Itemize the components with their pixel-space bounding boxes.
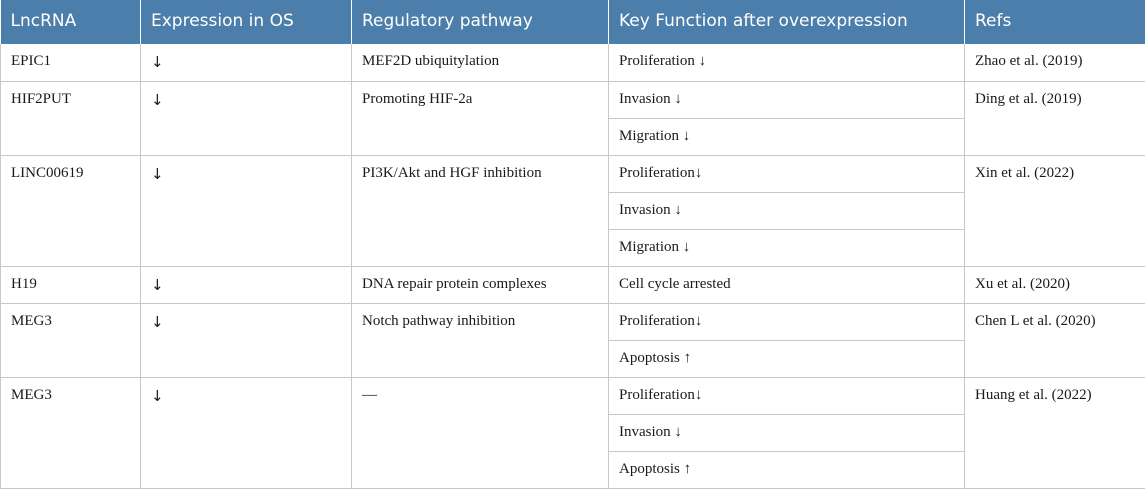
pathway-cell: PI3K/Akt and HGF inhibition xyxy=(352,155,609,266)
header-function: Key Function after overexpression xyxy=(609,0,965,44)
lncrna-cell: MEG3 xyxy=(1,377,141,488)
table-header xyxy=(1,0,1145,44)
function-cell: Proliferation↓ xyxy=(609,155,965,192)
function-cell: Migration ↓ xyxy=(609,118,965,155)
function-cell: Invasion ↓ xyxy=(609,192,965,229)
function-cell: Proliferation↓ xyxy=(609,377,965,414)
expression-cell: ↓ xyxy=(141,81,352,155)
function-cell: Invasion ↓ xyxy=(609,414,965,451)
table-row xyxy=(1,155,1145,192)
refs-cell: Xin et al. (2022) xyxy=(965,155,1145,266)
table-row xyxy=(1,266,1145,303)
header-pathway: Regulatory pathway xyxy=(352,0,609,44)
function-cell: Apoptosis ↑ xyxy=(609,340,965,377)
pathway-cell: — xyxy=(352,377,609,488)
lncrna-cell: LINC00619 xyxy=(1,155,141,266)
header-row xyxy=(1,0,1145,44)
function-cell: Proliferation↓ xyxy=(609,303,965,340)
lncrna-cell: HIF2PUT xyxy=(1,81,141,155)
refs-cell: Xu et al. (2020) xyxy=(965,266,1145,303)
table-row xyxy=(1,303,1145,340)
table-row xyxy=(1,44,1145,81)
header-lncrna: LncRNA xyxy=(1,0,141,44)
pathway-cell: Promoting HIF-2a xyxy=(352,81,609,155)
table-body xyxy=(1,44,1145,488)
refs-cell: Zhao et al. (2019) xyxy=(965,44,1145,81)
lncrna-cell: MEG3 xyxy=(1,303,141,377)
table-row xyxy=(1,377,1145,414)
lncrna-cell: H19 xyxy=(1,266,141,303)
pathway-cell: Notch pathway inhibition xyxy=(352,303,609,377)
lncrna-cell: EPIC1 xyxy=(1,44,141,81)
expression-cell: ↓ xyxy=(141,155,352,266)
function-cell: Invasion ↓ xyxy=(609,81,965,118)
pathway-cell: MEF2D ubiquitylation xyxy=(352,44,609,81)
function-cell: Cell cycle arrested xyxy=(609,266,965,303)
refs-cell: Chen L et al. (2020) xyxy=(965,303,1145,377)
expression-cell: ↓ xyxy=(141,303,352,377)
header-refs: Refs xyxy=(965,0,1145,44)
function-cell: Migration ↓ xyxy=(609,229,965,266)
refs-cell: Huang et al. (2022) xyxy=(965,377,1145,488)
function-cell: Apoptosis ↑ xyxy=(609,451,965,488)
header-expression: Expression in OS xyxy=(141,0,352,44)
table-row xyxy=(1,81,1145,118)
expression-cell: ↓ xyxy=(141,44,352,81)
function-cell: Proliferation ↓ xyxy=(609,44,965,81)
refs-cell: Ding et al. (2019) xyxy=(965,81,1145,155)
expression-cell: ↓ xyxy=(141,266,352,303)
expression-cell: ↓ xyxy=(141,377,352,488)
pathway-cell: DNA repair protein complexes xyxy=(352,266,609,303)
